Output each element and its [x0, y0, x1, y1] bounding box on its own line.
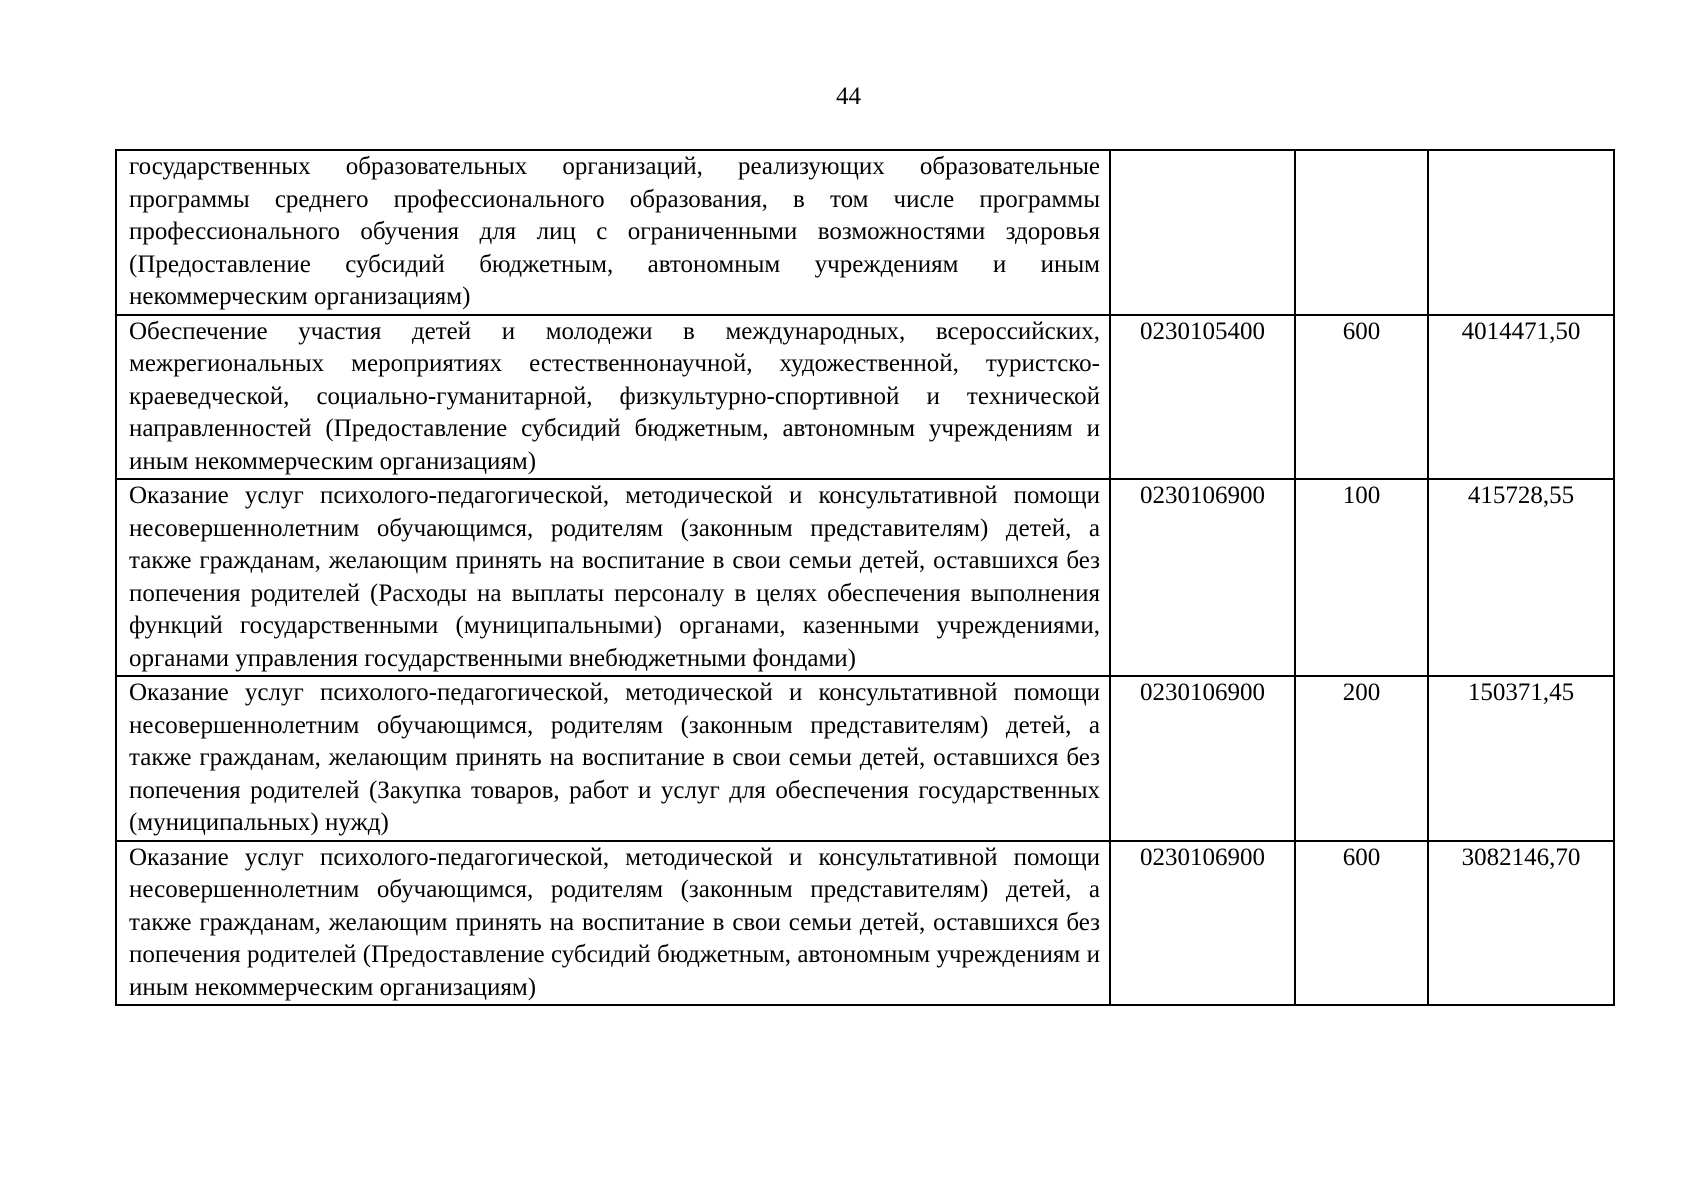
description-cell	[116, 315, 1110, 480]
description-text: Обеспечение участия детей и молодежи в международных, всероссийских, межрегиональных мероприятиях естественнонаучной, художественной, туристско-краеведческой, социально-гуманитарной, физкультурно-спортивной и технической направленностей (Предоставление субсидий бюджетным, автономным учреждениям и иным некоммерческим организациям)	[129, 317, 1100, 475]
amount-cell	[1428, 479, 1614, 676]
expense-type-cell	[1295, 479, 1428, 676]
table-body	[116, 150, 1614, 1005]
amount-cell	[1428, 676, 1614, 841]
table-row	[116, 479, 1614, 676]
table-row	[116, 676, 1614, 841]
expense-type-text: 200	[1342, 679, 1381, 706]
expense-type-cell	[1295, 315, 1428, 480]
amount-text: 150371,45	[1467, 679, 1575, 706]
description-text: государственных образовательных организаций, реализующих образовательные программы среднего профессионального образования, в том числе программы профессионального обучения для лиц с ограниченными возможностями здоровья (Предоставление субсидий бюджетным, автономным учреждениям и иным некоммерческим организациям)	[129, 153, 1100, 310]
description-text: Оказание услуг психолого-педагогической, методической и консультативной помощи несовершеннолетним обучающимся, родителям (законным представителям) детей, а также гражданам, желающим принять на воспитание в свои семьи детей, оставшихся без попечения родителей (Расходы на выплаты персоналу в целях обеспечения выполнения функций государственными (муниципальными) органами, казенными учреждениями, органами управления государственными внебюджетными фондами)	[129, 482, 1100, 672]
amount-cell	[1428, 841, 1614, 1006]
expense-type-text: 600	[1342, 317, 1381, 345]
code-cell	[1110, 150, 1295, 315]
code-cell	[1110, 676, 1295, 841]
table-row	[116, 150, 1614, 315]
expense-type-cell	[1295, 841, 1428, 1006]
description-cell	[116, 676, 1110, 841]
code-text: 0230105400	[1140, 317, 1265, 345]
expense-type-cell	[1295, 150, 1428, 315]
amount-cell	[1428, 315, 1614, 480]
code-cell	[1110, 479, 1295, 676]
budget-table	[115, 149, 1615, 1006]
description-text: Оказание услуг психолого-педагогической, методической и консультативной помощи несовершеннолетним обучающимся, родителям (законным представителям) детей, а также гражданам, желающим принять на воспитание в свои семьи детей, оставшихся без попечения родителей (Предоставление субсидий бюджетным, автономным учреждениям и иным некоммерческим организациям)	[129, 843, 1100, 1001]
code-text: 0230106900	[1140, 679, 1265, 706]
expense-type-text: 100	[1342, 482, 1381, 509]
code-cell	[1110, 841, 1295, 1006]
description-cell	[116, 841, 1110, 1006]
expense-type-text: 600	[1342, 843, 1381, 871]
code-text: 0230106900	[1140, 482, 1265, 509]
table-row	[116, 315, 1614, 480]
code-cell	[1110, 315, 1295, 480]
table-row	[116, 841, 1614, 1006]
amount-text: 3082146,70	[1461, 843, 1581, 871]
description-cell	[116, 479, 1110, 676]
amount-text: 415728,55	[1467, 482, 1575, 509]
expense-type-cell	[1295, 676, 1428, 841]
code-text: 0230106900	[1140, 843, 1265, 871]
page-number: 44	[836, 83, 861, 110]
amount-cell	[1428, 150, 1614, 315]
description-cell	[116, 150, 1110, 315]
description-text: Оказание услуг психолого-педагогической, методической и консультативной помощи несовершеннолетним обучающимся, родителям (законным представителям) детей, а также гражданам, желающим принять на воспитание в свои семьи детей, оставшихся без попечения родителей (Закупка товаров, работ и услуг для обеспечения государственных (муниципальных) нужд)	[129, 679, 1100, 836]
amount-text: 4014471,50	[1461, 317, 1581, 345]
